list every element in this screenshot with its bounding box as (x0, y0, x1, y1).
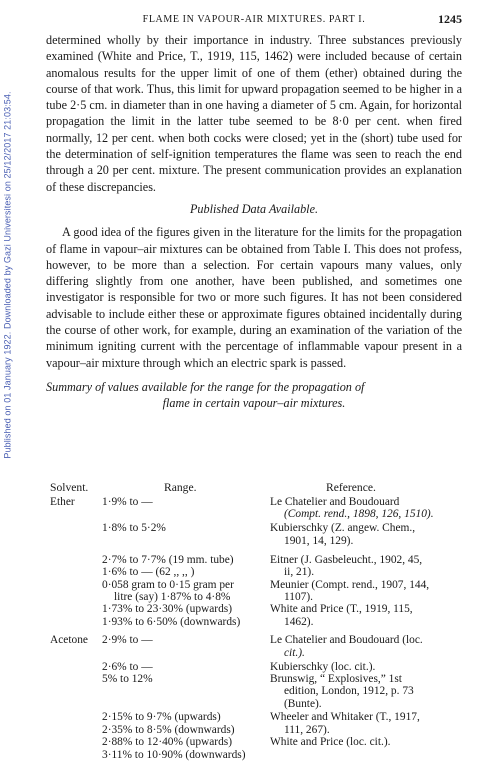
table-row (46, 566, 462, 578)
running-title: FLAME IN VAPOUR-AIR MIXTURES. PART I. (142, 14, 366, 25)
header-solvent: Solvent. (50, 481, 89, 494)
reference-cell (270, 634, 462, 659)
range-cell: 2·9% to — (102, 634, 153, 647)
table-row (46, 673, 462, 710)
table-row (46, 496, 462, 521)
range-cell: 2·6% to — (102, 660, 153, 673)
reference-line: Kubierschky (loc. cit.). (270, 660, 376, 673)
paragraph-1: determined wholly by their importance in industry. Three substances previously examined (White and Price, T., 1919, 115, 1462) were included because of certain anomalous results for the upper limit of one of them (ether) obtained during the course of that work. Thus, this limit for upward propagation seemed to be higher in a tube 2·5 cm. in diameter than in one having a diameter of 5 cm. Again, for horizontal propagation the limit in the latter tube seemed to be 8·0 per cent. when fired normally, 12 per cent. when both cocks were closed; yet in the (short) tube used for the determination of self-ignition temperatures the flame was seen to reach the end through a 20 per cent. mixture. The present communication provides an explanation of these discrepancies. (46, 33, 462, 194)
reference-line: 1107). (284, 591, 313, 604)
reference-line: ii, 21). (284, 566, 315, 579)
reference-line: Kubierschky (Z. angew. Chem., (270, 522, 416, 535)
reference-line: White and Price (T., 1919, 115, (270, 603, 413, 616)
range-cell: 2·35% to 8·5% (downwards) (102, 723, 235, 736)
reference-line: 111, 267). (284, 723, 330, 736)
reference-line: (Compt. rend., 1898, 126, 1510). (284, 508, 434, 521)
solvent-acetone: Acetone (50, 634, 88, 647)
header-reference: Reference. (326, 481, 376, 494)
table-row (46, 554, 462, 566)
download-stamp-text: Published on 01 January 1922. Downloaded by Gazi Universitesi on 25/12/2017 21:03:54. (3, 91, 13, 459)
reference-line: Meunier (Compt. rend., 1907, 144, (270, 578, 430, 591)
reference-line: Le Chatelier and Boudouard (loc. (270, 634, 423, 647)
reference-line: White and Price (loc. cit.). (270, 736, 391, 749)
range-cell: 1·8% to 5·2% (102, 522, 166, 535)
download-stamp (0, 40, 16, 510)
header-range: Range. (164, 481, 197, 494)
table-row (46, 522, 462, 547)
reference-line: Wheeler and Whitaker (T., 1917, (270, 711, 420, 724)
reference-cell (270, 736, 462, 748)
reference-line: Le Chatelier and Boudouard (270, 496, 400, 508)
table-caption-line-1: Summary of values available for the range for the propagation of (46, 379, 365, 394)
range-cell: 0·058 gram to 0·15 gram per (102, 578, 234, 591)
table-row (46, 616, 462, 628)
table-row (46, 736, 462, 748)
reference-line: 1462). (284, 615, 314, 628)
table-caption-line-2: flame in certain vapour–air mixtures. (162, 395, 346, 410)
reference-cell (270, 554, 462, 566)
table-header (46, 482, 462, 496)
reference-cell (270, 616, 462, 628)
table-row (46, 711, 462, 723)
range-cell: 1·6% to — (62 ,, ,, ) (102, 566, 195, 579)
solvent-ether: Ether (50, 496, 75, 508)
reference-line: Eitner (J. Gasbeleucht., 1902, 45, (270, 553, 423, 566)
reference-cell (270, 603, 462, 615)
article-body (46, 32, 462, 411)
reference-cell (270, 724, 462, 736)
range-cell: 2·88% to 12·40% (upwards) (102, 736, 233, 749)
table-row (46, 603, 462, 615)
reference-cell (270, 591, 462, 603)
table-row (46, 579, 462, 591)
reference-line: cit.). (284, 646, 305, 659)
range-cell: 2·15% to 9·7% (upwards) (102, 711, 221, 724)
reference-cell (270, 711, 462, 723)
table-caption (46, 379, 462, 411)
range-cell: litre (say) 1·87% to 4·8% (114, 591, 231, 604)
section-heading: Published Data Available. (189, 201, 319, 216)
range-cell: 5% to 12% (102, 673, 153, 686)
table-row (46, 591, 462, 603)
reference-cell (270, 496, 462, 521)
range-cell: 1·73% to 23·30% (upwards) (102, 603, 233, 616)
table-row (46, 749, 462, 761)
limits-table (46, 482, 462, 761)
reference-line: Brunswig, “ Explosives,” 1st (270, 673, 402, 686)
reference-cell (270, 566, 462, 578)
reference-cell (270, 661, 462, 673)
running-header (46, 14, 462, 28)
table-row (46, 661, 462, 673)
reference-line: edition, London, 1912, p. 73 (284, 685, 414, 698)
table-row (46, 634, 462, 659)
paragraph-2: A good idea of the figures given in the literature for the limits for the propagation of flame in vapour–air mixtures can be obtained from Table I. This does not profess, however, to be more than a selection. For certain vapours many values, only differing slightly from one another, have been published, and sometimes one investigator is responsible for two or more such figures. It has not been considered advisable to include either these or approximate figures obtained incidentally during the course of other work, for example, during an examination of the variation of the minimum igniting current with the percentage of inflammable vapour present in a vapour–air mixture through which an electric spark is passed. (46, 225, 462, 370)
table-row (46, 724, 462, 736)
range-cell: 1·9% to — (102, 496, 153, 508)
reference-line: (Bunte). (284, 697, 322, 710)
page-number: 1245 (438, 12, 462, 26)
reference-cell (270, 579, 462, 591)
reference-line: 1901, 14, 129). (284, 534, 354, 547)
reference-cell (270, 673, 462, 710)
range-cell: 1·93% to 6·50% (downwards) (102, 615, 241, 628)
range-cell: 3·11% to 10·90% (downwards) (102, 748, 246, 761)
range-cell: 2·7% to 7·7% (19 mm. tube) (102, 553, 234, 566)
reference-cell (270, 522, 462, 547)
